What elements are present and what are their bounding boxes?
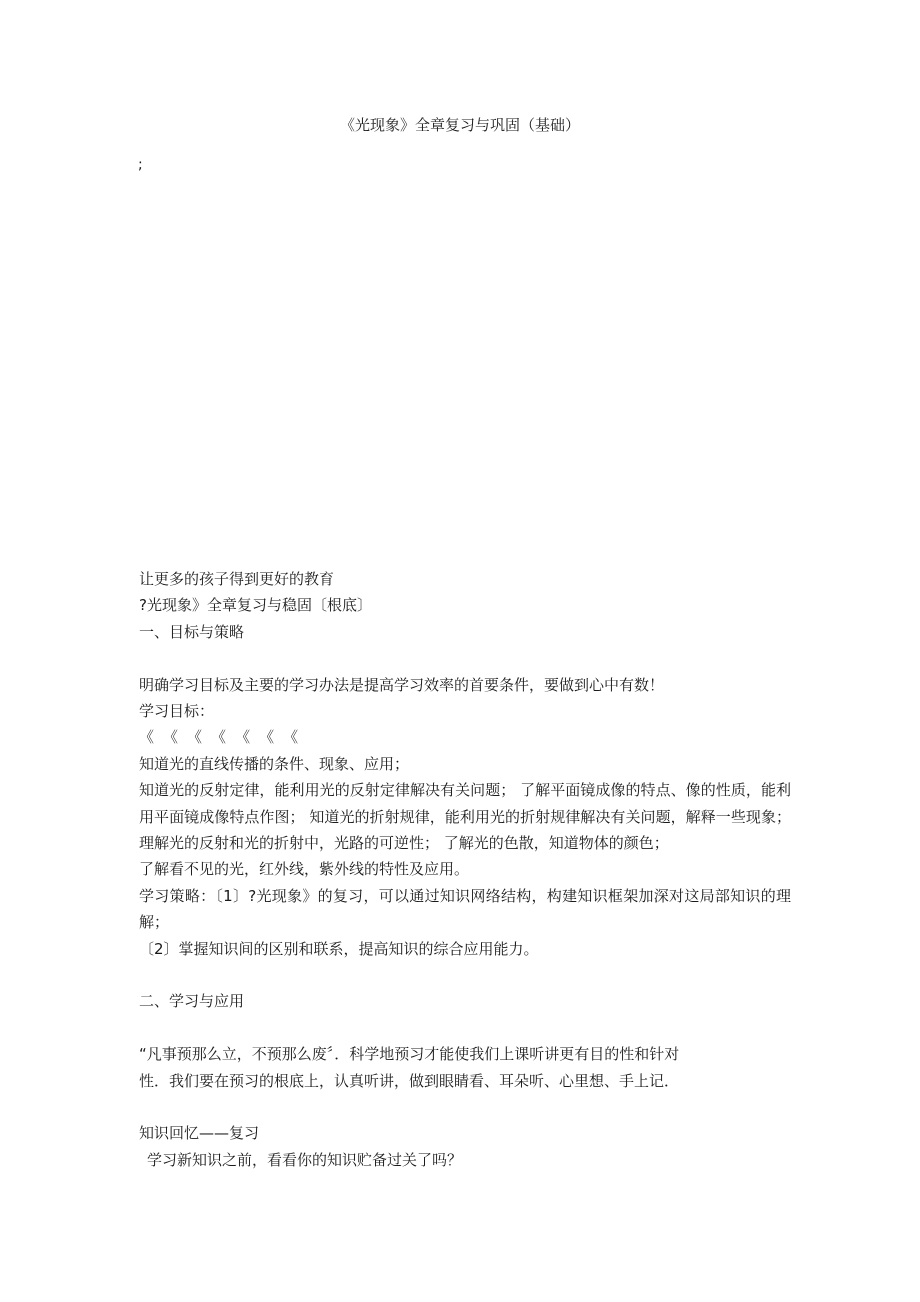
document-body xyxy=(139,566,791,1173)
goal-item-1: 知道光的直线传播的条件、现象、应用； xyxy=(139,754,410,773)
goals-label: 学习目标： xyxy=(139,702,215,721)
document-title: 《光现象》全章复习与巩固（基础） xyxy=(339,116,580,134)
bullet-mark: 《 xyxy=(211,728,227,747)
quote-line-1: “凡事预那么立，不预那么废〞．科学地预习才能使我们上课听讲更有目的性和针对 xyxy=(139,1045,680,1064)
goal-item-2: 知道光的反射定律，能利用光的反射定律解决有关问题； 了解平面镜成像的特点、像的性质，能利用平面镜成像特点作图； 知道光的折射规律，能利用光的折射规律解决有关问题，解释一些现象； 理解光的反射和光的折射中，光路的可逆性； 了解光的色散，知道物体的颜色； xyxy=(139,781,791,853)
bullet-mark: 《 xyxy=(235,728,251,747)
recall-title: 知识回忆——复习 xyxy=(139,1124,260,1143)
subtitle-line: ?光现象》全章复习与稳固〔根底〕 xyxy=(139,596,372,615)
bullet-mark: 《 xyxy=(259,728,275,747)
stray-semicolon: ; xyxy=(138,157,143,173)
spacer xyxy=(139,962,791,988)
spacer xyxy=(139,1015,791,1041)
spacer xyxy=(139,645,791,671)
slogan-line: 让更多的孩子得到更好的教育 xyxy=(139,570,335,588)
goal-item-3: 了解看不见的光，红外线，紫外线的特性及应用。 xyxy=(139,860,470,879)
bullet-mark: 《 xyxy=(283,728,299,747)
strategy-item-2: 〔2〕掌握知识间的区别和联系，提高知识的综合应用能力。 xyxy=(139,939,539,958)
section-heading-goals: 一、目标与策略 xyxy=(139,622,245,641)
strategy-item-1: 学习策略：〔1〕?光现象》的复习，可以通过知识网络结构，构建知识框架加深对这局部知识的理解； xyxy=(139,886,791,932)
bullet-mark: 《 xyxy=(187,728,203,747)
bullet-mark: 《 xyxy=(139,728,155,747)
section-heading-learning: 二、学习与应用 xyxy=(139,992,245,1011)
bullet-mark: 《 xyxy=(163,728,179,747)
bullet-marks-row xyxy=(139,724,791,750)
spacer xyxy=(139,1094,791,1120)
intro-paragraph: 明确学习目标及主要的学习办法是提高学习效率的首要条件，要做到心中有数！ xyxy=(139,675,665,694)
quote-line-2: 性．我们要在预习的根底上，认真听讲，做到眼睛看、耳朵听、心里想、手上记． xyxy=(139,1071,680,1090)
recall-text: 学习新知识之前，看看你的知识贮备过关了吗？ xyxy=(147,1150,463,1169)
